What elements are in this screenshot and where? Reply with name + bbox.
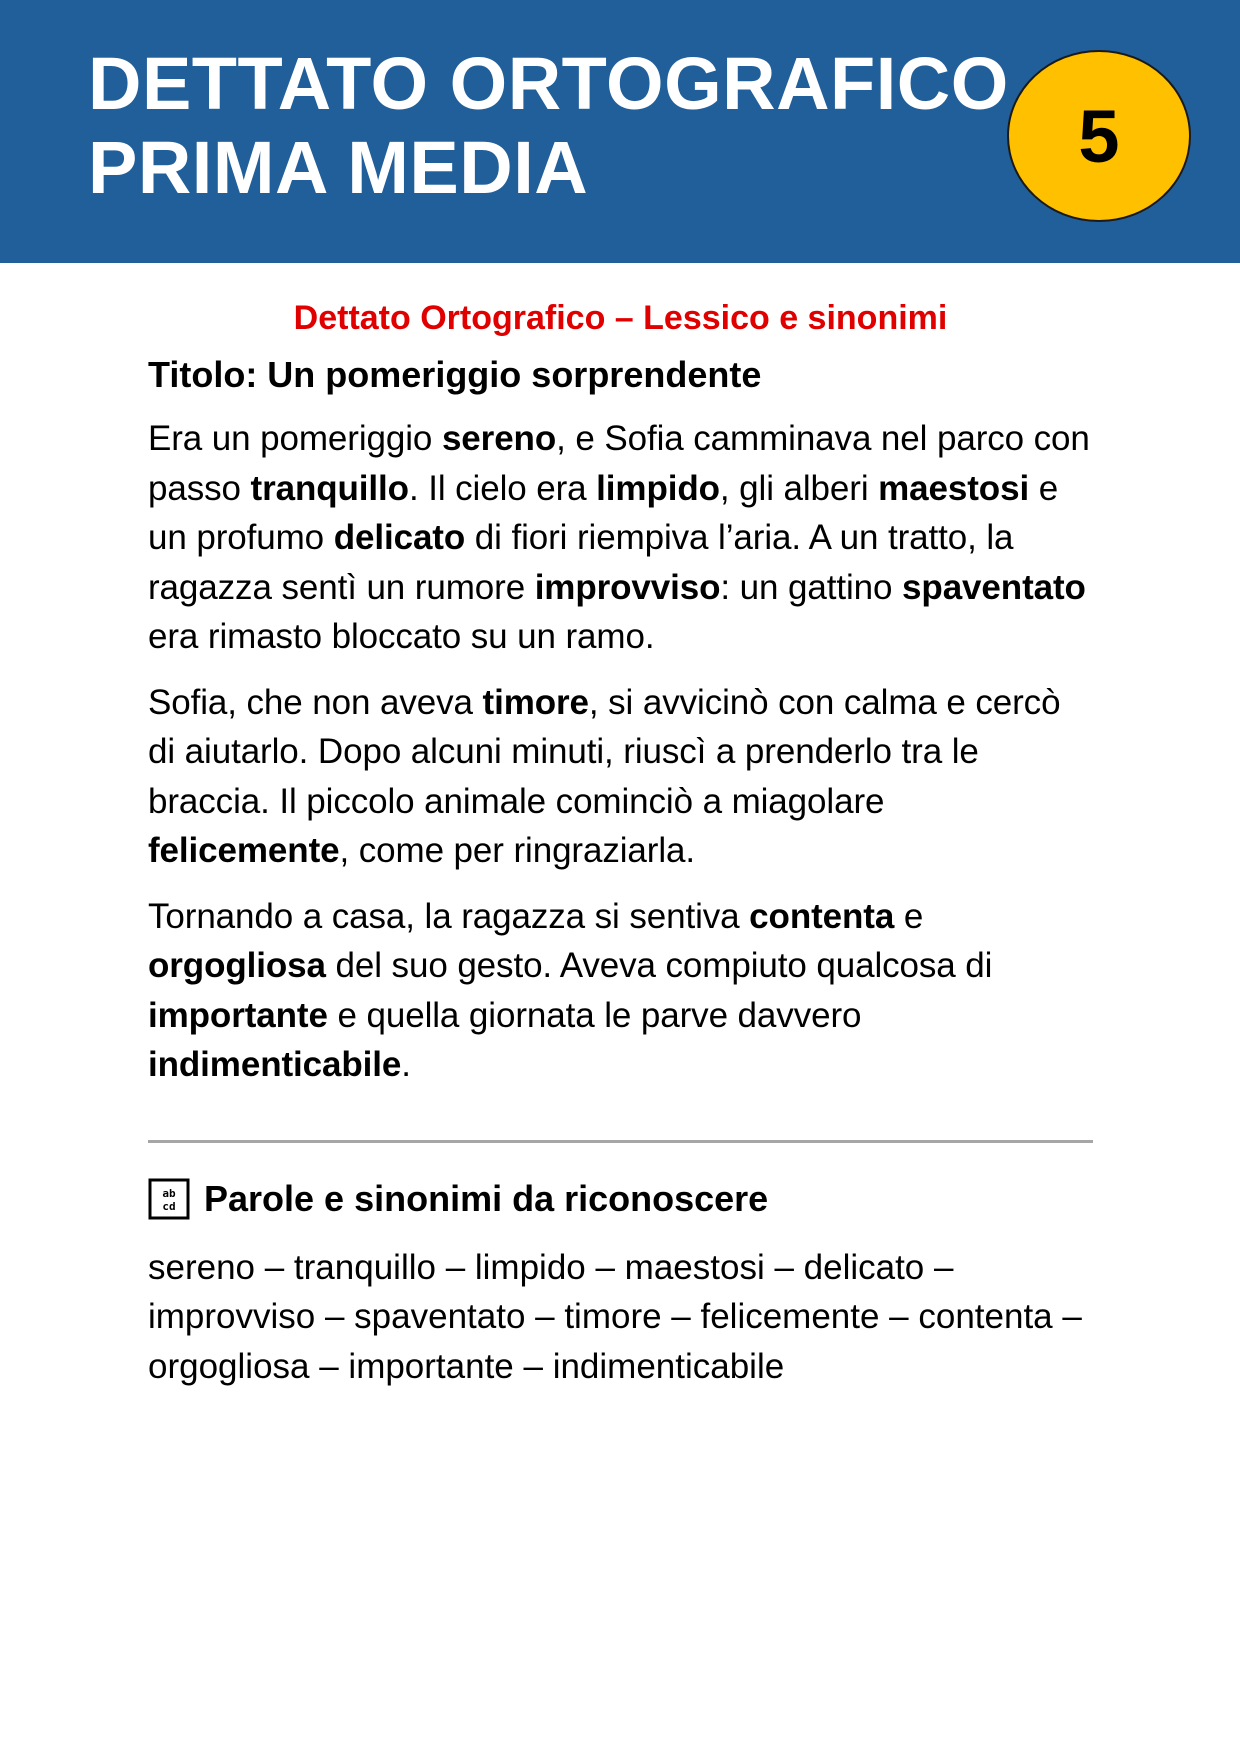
text-segment: e un profumo (148, 468, 1059, 557)
keyword: sereno (441, 419, 557, 458)
story-title: Titolo: Un pomeriggio sorprendente (148, 354, 762, 395)
text-segment: Tornando a casa, la ragazza si sentiva (148, 896, 750, 936)
text-segment: : un gattino (720, 567, 903, 607)
page-header (0, 0, 1240, 263)
svg-text:ab: ab (162, 1186, 176, 1200)
text-segment: , gli alberi (719, 468, 879, 508)
text-segment: . Il cielo era (408, 468, 597, 508)
keyword: delicato (333, 518, 466, 557)
section-subtitle: Dettato Ortografico – Lessico e sinonimi (293, 299, 948, 337)
paragraph (148, 892, 1093, 1090)
keyword: indimenticabile (148, 1045, 402, 1084)
page-title-line-1: DETTATO ORTOGRAFICO (88, 42, 1009, 125)
keyword: felicemente (148, 831, 340, 870)
text-segment: , si avvicinò con calma e cercò di aiutarlo. Dopo alcuni minuti, riuscì a prenderlo tra le braccia. Il piccolo animale cominciò a miagolare (148, 682, 1061, 821)
abcd-icon (148, 1178, 190, 1220)
keyword: orgogliosa (148, 946, 326, 985)
keyword: spaventato (902, 567, 1086, 607)
keyword: tranquillo (250, 468, 409, 508)
keyword: maestosi (878, 468, 1030, 508)
number-badge: 5 (1007, 50, 1191, 222)
keyword: importante (148, 995, 328, 1035)
text-segment: e quella giornata le parve davvero (327, 995, 862, 1035)
main-content (148, 290, 1093, 1391)
text-segment: Era un pomeriggio (148, 419, 442, 458)
text-segment: Sofia, che non aveva (148, 682, 483, 722)
text-segment: , come per ringraziarla. (339, 831, 696, 870)
page-title (88, 42, 1009, 210)
words-list: sereno – tranquillo – limpido – maestosi – delicato – improvviso – spaventato – timore – felicemente – contenta – orgogliosa – importante – indimenticabile (148, 1247, 1082, 1386)
text-segment: di fiori riempiva l’aria. A un tratto, la ragazza sentì un rumore (148, 518, 1014, 607)
keyword: improvviso (534, 567, 721, 607)
paragraph (148, 414, 1093, 662)
keyword: timore (482, 682, 589, 722)
text-segment: . (401, 1045, 411, 1084)
paragraph (148, 678, 1093, 876)
svg-text:cd: cd (162, 1199, 176, 1213)
keyword: contenta (749, 896, 895, 936)
text-segment: , e Sofia camminava nel parco con passo (148, 419, 1090, 508)
words-section-heading (148, 1169, 1093, 1229)
text-segment: era rimasto bloccato su un ramo. (148, 617, 655, 656)
page-title-line-2: PRIMA MEDIA (88, 126, 589, 209)
dictation-text (148, 414, 1093, 1090)
divider (148, 1140, 1093, 1143)
keyword: limpido (596, 468, 720, 508)
text-segment: del suo gesto. Aveva compiuto qualcosa di (325, 946, 993, 985)
text-segment: e (894, 896, 924, 936)
words-section-title: Parole e sinonimi da riconoscere (204, 1177, 769, 1219)
